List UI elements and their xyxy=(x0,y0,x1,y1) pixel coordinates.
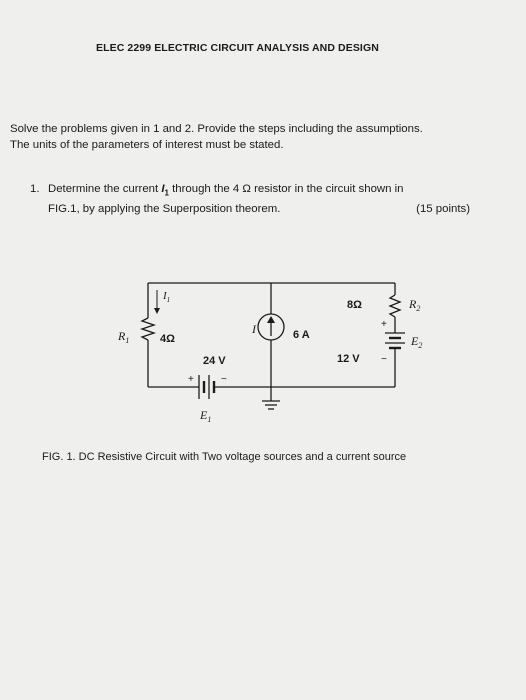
figure-caption: FIG. 1. DC Resistive Circuit with Two voltage sources and a current source xyxy=(42,451,407,463)
e2-plus: + xyxy=(381,319,387,330)
question-text-line-2: FIG.1, by applying the Superposition theorem. xyxy=(48,203,281,216)
e1-minus: − xyxy=(221,374,227,385)
r2-value: 8Ω xyxy=(347,299,362,311)
current-symbol: I xyxy=(161,183,165,195)
source-arrow-icon xyxy=(267,316,275,323)
instructions-line-1: Solve the problems given in 1 and 2. Provide the steps including the assumptions. xyxy=(10,123,423,135)
circuit-diagram xyxy=(90,265,423,430)
current-source-value: 6 A xyxy=(293,329,310,341)
question-points: (15 points) xyxy=(416,203,470,216)
e2-label: $E_2$ xyxy=(411,334,423,350)
i1-arrow-icon xyxy=(154,308,160,314)
r1-value: 4Ω xyxy=(160,333,175,345)
e1-label: $E_1$ xyxy=(200,408,212,424)
e2-minus: − xyxy=(381,354,387,365)
question-text-part-2: through the 4 Ω resistor in the circuit shown in xyxy=(168,183,404,195)
r1-label: $R_1$ xyxy=(118,329,130,345)
e1-plus: + xyxy=(188,374,194,385)
e2-value: 12 V xyxy=(337,353,360,365)
i1-label: $I_1$ xyxy=(163,290,171,304)
question-1 xyxy=(30,181,470,217)
question-1-line-2 xyxy=(30,201,470,217)
resistor-r1 xyxy=(142,318,154,340)
current-subscript: 1 xyxy=(164,188,169,198)
resistor-r2 xyxy=(390,295,400,317)
instructions-line-2: The units of the parameters of interest must be stated. xyxy=(10,139,284,151)
question-1-line-1 xyxy=(30,181,470,201)
current-source-label: I xyxy=(252,322,256,336)
question-text-part-1: Determine the current xyxy=(48,183,162,195)
instructions xyxy=(10,121,510,153)
r2-label: $R_2$ xyxy=(409,297,421,313)
circuit-wires xyxy=(142,283,405,409)
e1-value: 24 V xyxy=(203,355,226,367)
question-number: 1. xyxy=(30,183,40,195)
course-title: ELEC 2299 ELECTRIC CIRCUIT ANALYSIS AND DESIGN xyxy=(96,42,379,54)
